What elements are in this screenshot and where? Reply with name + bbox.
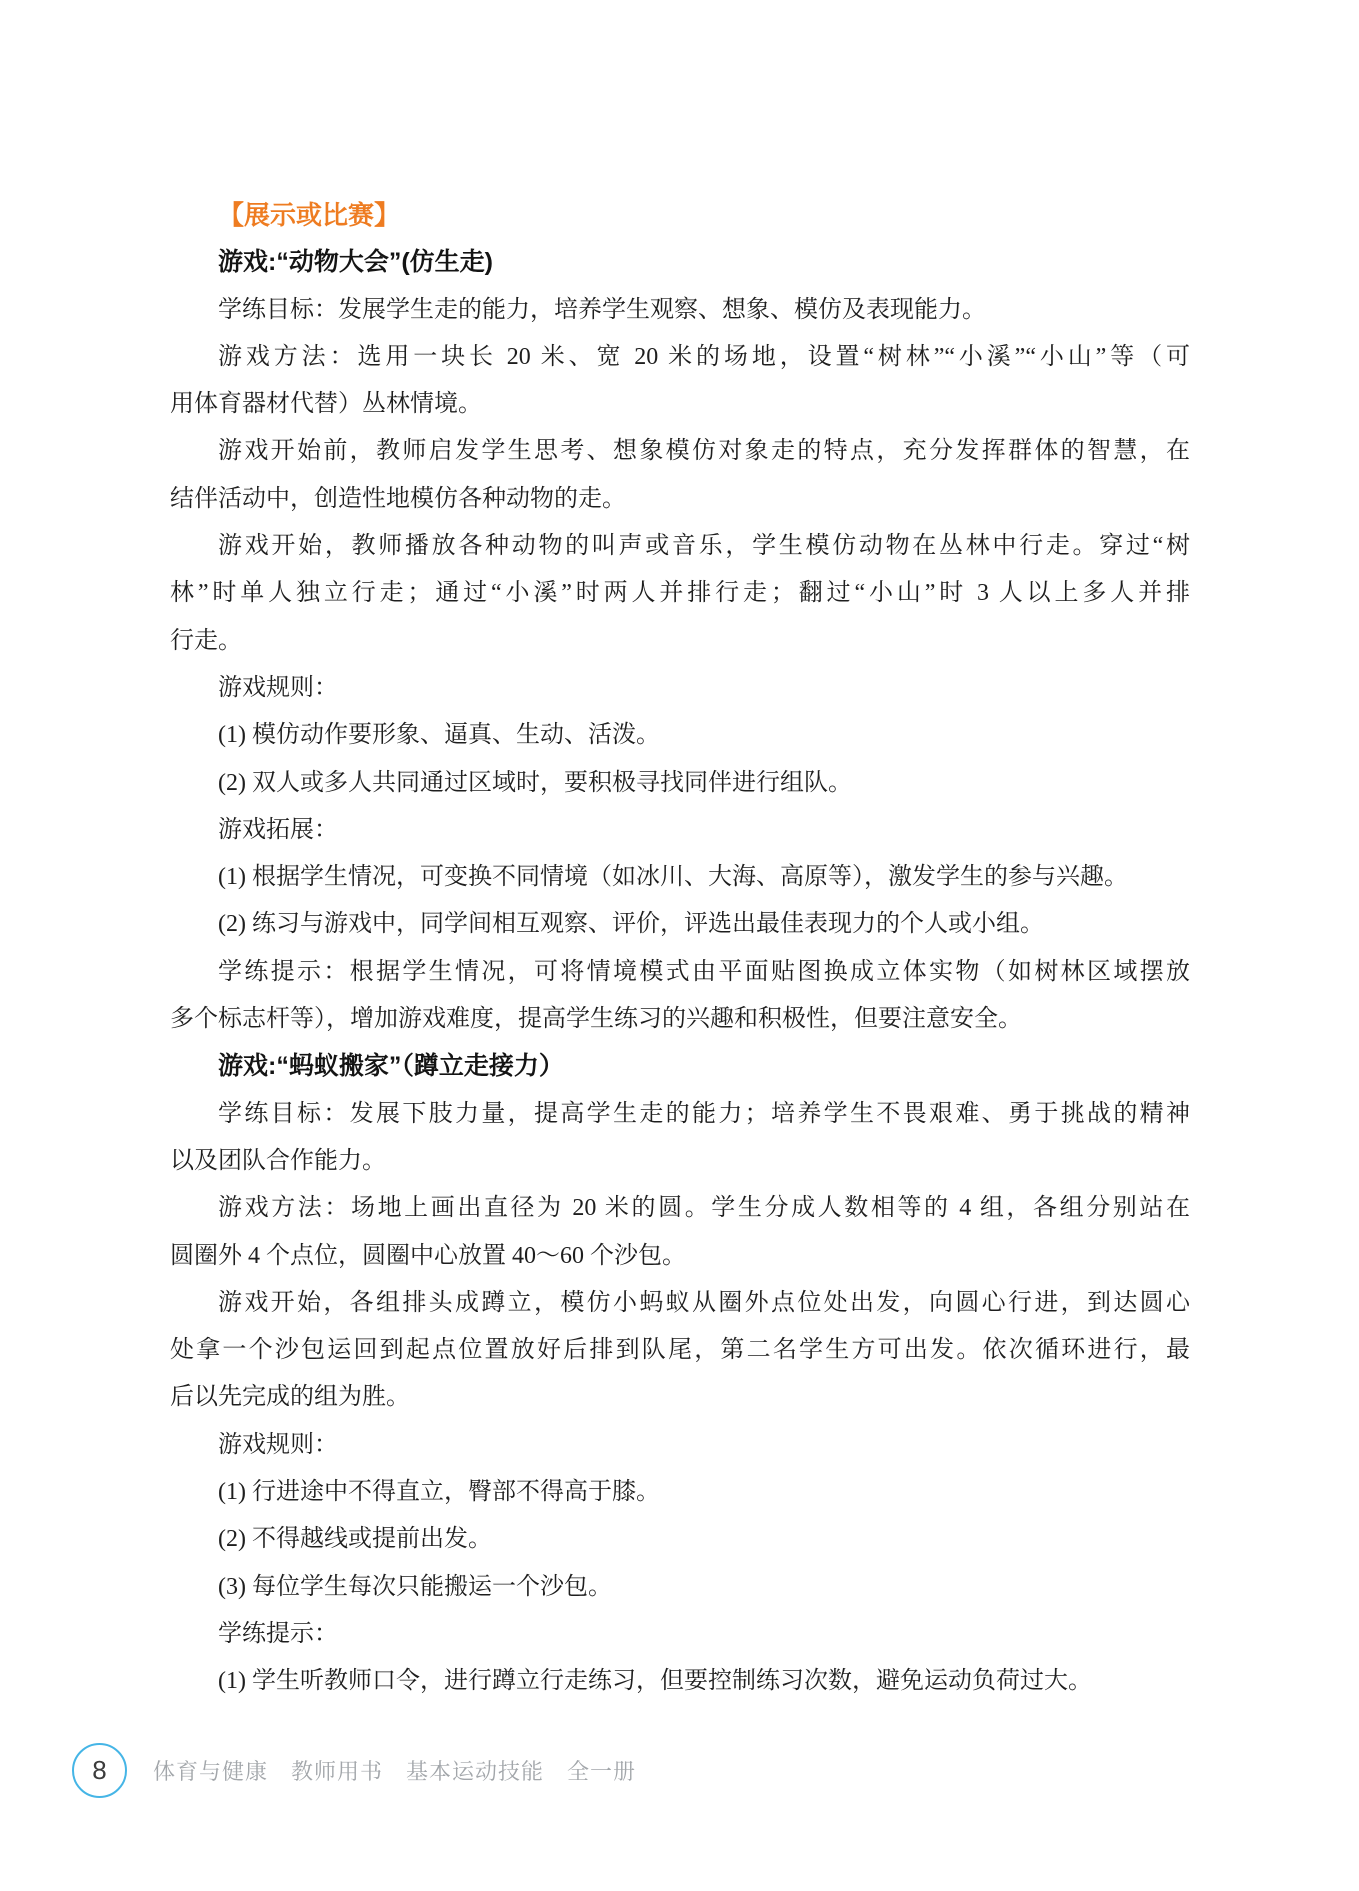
text-line: (1) 模仿动作要形象、逼真、生动、活泼。 — [218, 722, 660, 749]
text-line: 学练提示： — [218, 1620, 338, 1647]
text-line: 以及团队合作能力。 — [170, 1147, 386, 1174]
text-line: (1) 学生听教师口令，进行蹲立行走练习，但要控制练习次数，避免运动负荷过大。 — [218, 1668, 1092, 1695]
games-container — [170, 239, 1190, 1705]
text-line: 游戏规则： — [218, 1431, 338, 1458]
text-line: 游戏方法：场地上画出直径为 20 米的圆。学生分成人数相等的 4 组，各组分别站在 — [218, 1195, 1190, 1222]
text-line: 用体育器材代替）丛林情境。 — [170, 391, 482, 418]
footer-book-title: 体育与健康 教师用书 基本运动技能 全一册 — [153, 1759, 637, 1784]
text-line: 学练提示：根据学生情况，可将情境模式由平面贴图换成立体实物（如树林区域摆放 — [218, 958, 1190, 985]
text-line: (1) 行进途中不得直立，臀部不得高于膝。 — [218, 1479, 660, 1506]
page-number-badge — [72, 1743, 127, 1798]
page-number: 8 — [92, 1755, 107, 1785]
game-title: 游戏:“蚂蚁搬家”（蹲立走接力） — [218, 1052, 564, 1081]
text-line: 游戏规则： — [218, 674, 338, 701]
text-line: (2) 双人或多人共同通过区域时，要积极寻找同伴进行组队。 — [218, 769, 852, 796]
text-line: 圆圈外 4 个点位，圆圈中心放置 40～60 个沙包。 — [170, 1242, 686, 1269]
text-line: (3) 每位学生每次只能搬运一个沙包。 — [218, 1573, 612, 1600]
text-line: 行走。 — [170, 627, 242, 654]
text-line: (1) 根据学生情况，可变换不同情境（如冰川、大海、高原等），激发学生的参与兴趣。 — [218, 864, 1128, 891]
document-body — [170, 192, 1190, 1706]
section-header: 【展示或比赛】 — [218, 200, 401, 230]
game-title: 游戏:“动物大会”(仿生走) — [218, 248, 493, 277]
text-line: 处拿一个沙包运回到起点位置放好后排到队尾，第二名学生方可出发。依次循环进行，最 — [170, 1337, 1190, 1364]
text-line: 林”时单人独立行走；通过“小溪”时两人并排行走；翻过“小山”时 3 人以上多人并排 — [170, 580, 1190, 607]
text-line: (2) 练习与游戏中，同学间相互观察、评价，评选出最佳表现力的个人或小组。 — [218, 911, 1044, 938]
text-line: 游戏拓展： — [218, 816, 338, 843]
text-line: 游戏方法：选用一块长 20 米、宽 20 米的场地，设置“树林”“小溪”“小山”等（可 — [218, 343, 1190, 370]
text-line: 游戏开始，教师播放各种动物的叫声或音乐，学生模仿动物在丛林中行走。穿过“树 — [218, 533, 1190, 560]
text-line: 结伴活动中，创造性地模仿各种动物的走。 — [170, 485, 626, 512]
text-line: 学练目标：发展学生走的能力，培养学生观察、想象、模仿及表现能力。 — [218, 296, 986, 323]
text-line: 游戏开始，各组排头成蹲立，模仿小蚂蚁从圈外点位处出发，向圆心行进，到达圆心 — [218, 1289, 1190, 1316]
text-line: 后以先完成的组为胜。 — [170, 1384, 410, 1411]
text-line: 多个标志杆等），增加游戏难度，提高学生练习的兴趣和积极性，但要注意安全。 — [170, 1006, 1022, 1033]
text-line: 游戏开始前，教师启发学生思考、想象模仿对象走的特点，充分发挥群体的智慧，在 — [218, 438, 1190, 465]
text-line: (2) 不得越线或提前出发。 — [218, 1526, 492, 1553]
text-line: 学练目标：发展下肢力量，提高学生走的能力；培养学生不畏艰难、勇于挑战的精神 — [218, 1100, 1190, 1127]
